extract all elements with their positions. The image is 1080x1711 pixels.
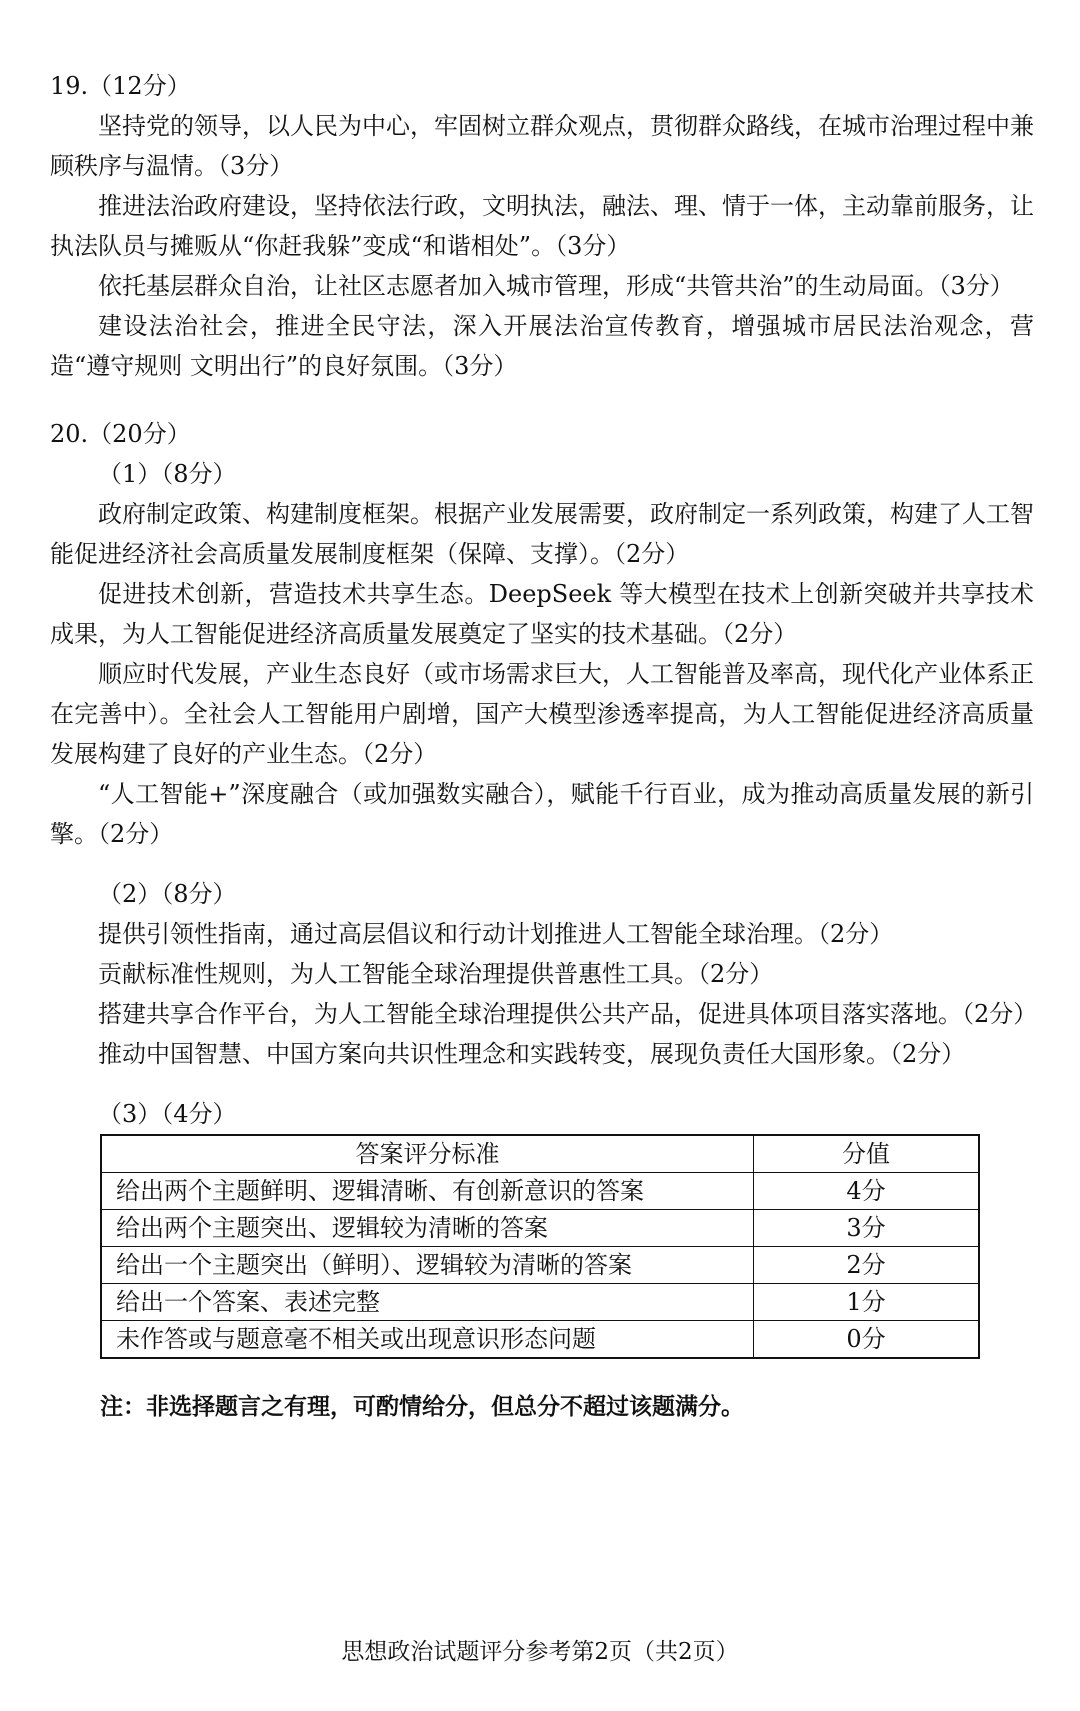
answer-point: 搭建共享合作平台，为人工智能全球治理提供公共产品，促进具体项目落实落地。（2分） <box>98 1000 1038 1028</box>
criteria-cell: 给出一个主题突出（鲜明）、逻辑较为清晰的答案 <box>101 1247 754 1284</box>
spacer <box>50 386 1034 414</box>
score-cell: 2分 <box>754 1247 980 1284</box>
criteria-cell: 给出一个答案、表述完整 <box>101 1284 754 1321</box>
table-row <box>101 1173 979 1210</box>
answer-point: 提供引领性指南，通过高层倡议和行动计划推进人工智能全球治理。（2分） <box>98 920 894 948</box>
criteria-cell: 未作答或与题意毫不相关或出现意识形态问题 <box>101 1321 754 1359</box>
page-footer: 思想政治试题评分参考第2页（共2页） <box>341 1639 739 1665</box>
score-cell: 3分 <box>754 1210 980 1247</box>
part-1-label: （1）（8分） <box>98 460 237 488</box>
question-20-title: 20.（20分） <box>50 420 191 448</box>
part-2-label: （2）（8分） <box>98 880 237 908</box>
header-criteria: 答案评分标准 <box>101 1135 754 1173</box>
answer-point: 建设法治社会，推进全民守法，深入开展法治宣传教育，增强城市居民法治观念，营造“遵守规则 文明出行”的良好氛围。（3分） <box>50 312 1034 380</box>
grading-note: 注：非选择题言之有理，可酌情给分，但总分不超过该题满分。 <box>100 1394 744 1420</box>
criteria-cell: 给出两个主题突出、逻辑较为清晰的答案 <box>101 1210 754 1247</box>
score-cell: 4分 <box>754 1173 980 1210</box>
answer-point: 坚持党的领导，以人民为中心，牢固树立群众观点，贯彻群众路线，在城市治理过程中兼顾秩序与温情。（3分） <box>50 112 1034 180</box>
table-row <box>101 1247 979 1284</box>
answer-point: 顺应时代发展，产业生态良好（或市场需求巨大，人工智能普及率高，现代化产业体系正在完善中）。全社会人工智能用户剧增，国产大模型渗透率提高，为人工智能促进经济高质量发展构建了良好的产业生态。（2分） <box>50 660 1034 768</box>
spacer <box>50 1074 1034 1094</box>
question-20 <box>50 414 1038 1359</box>
table-row <box>101 1321 979 1359</box>
score-cell: 0分 <box>754 1321 980 1359</box>
question-19-title: 19.（12分） <box>50 72 191 100</box>
answer-point: 政府制定政策、构建制度框架。根据产业发展需要，政府制定一系列政策，构建了人工智能促进经济社会高质量发展制度框架（保障、支撑）。（2分） <box>50 500 1034 568</box>
answer-point: 促进技术创新，营造技术共享生态。DeepSeek 等大模型在技术上创新突破并共享技术成果，为人工智能促进经济高质量发展奠定了坚实的技术基础。（2分） <box>50 580 1034 648</box>
answer-point: 依托基层群众自治，让社区志愿者加入城市管理，形成“共管共治”的生动局面。（3分） <box>98 272 1014 300</box>
answer-point: 贡献标准性规则，为人工智能全球治理提供普惠性工具。（2分） <box>98 960 774 988</box>
answer-point: “人工智能+”深度融合（或加强数实融合），赋能千行百业，成为推动高质量发展的新引擎。（2分） <box>50 780 1034 848</box>
answer-point: 推进法治政府建设，坚持依法行政，文明执法，融法、理、情于一体，主动靠前服务，让执法队员与摊贩从“你赶我躲”变成“和谐相处”。（3分） <box>50 192 1034 260</box>
answer-point: 推动中国智慧、中国方案向共识性理念和实践转变，展现负责任大国形象。（2分） <box>98 1040 966 1068</box>
scoring-rubric-table <box>100 1134 980 1359</box>
table-header-row <box>101 1135 979 1173</box>
criteria-cell: 给出两个主题鲜明、逻辑清晰、有创新意识的答案 <box>101 1173 754 1210</box>
table-row <box>101 1284 979 1321</box>
header-score: 分值 <box>754 1135 980 1173</box>
table-row <box>101 1210 979 1247</box>
part-3-label: （3）（4分） <box>98 1100 237 1128</box>
spacer <box>50 854 1034 874</box>
score-cell: 1分 <box>754 1284 980 1321</box>
question-19 <box>50 66 1034 386</box>
